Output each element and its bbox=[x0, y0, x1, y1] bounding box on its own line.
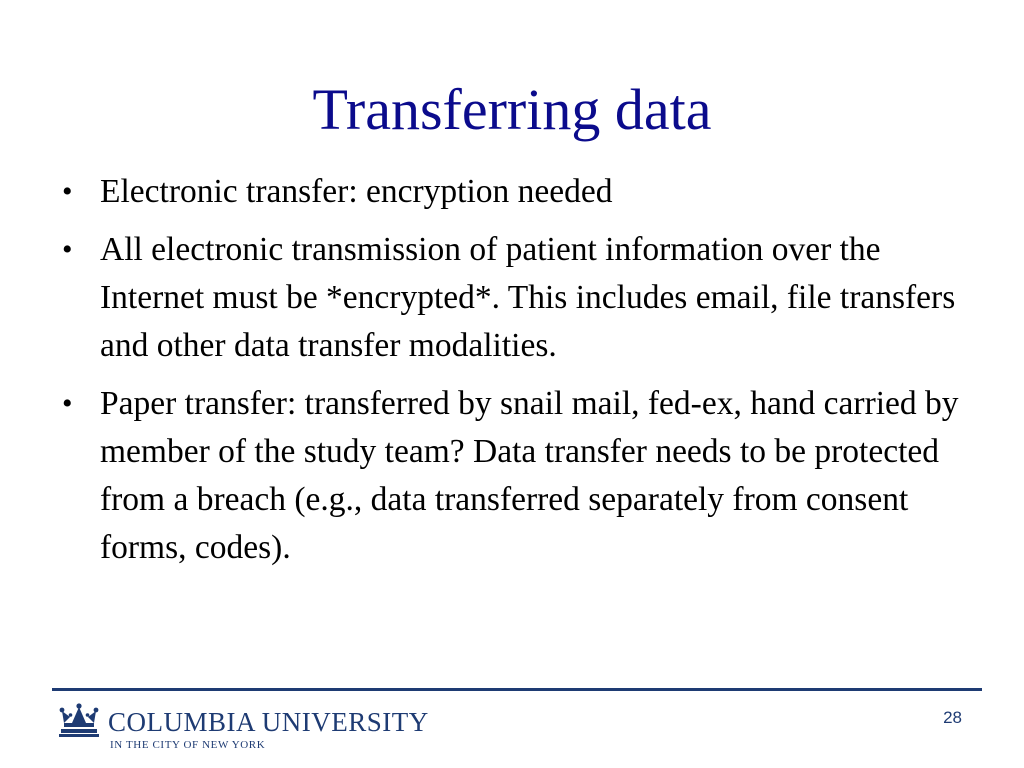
bullet-list bbox=[62, 168, 982, 582]
footer-divider bbox=[52, 688, 982, 691]
bullet-item bbox=[62, 168, 982, 216]
page-number: 28 bbox=[943, 708, 962, 727]
bullet-text: Electronic transfer: encryption needed bbox=[100, 173, 613, 210]
logo-wordmark: COLUMBIA UNIVERSITY bbox=[108, 707, 429, 737]
columbia-logo bbox=[58, 699, 429, 755]
bullet-text: Paper transfer: transferred by snail mail, fed-ex, hand carried by member of the study team? Data transfer needs to be protected from a breach (e.g., data transferred separately from consent forms, codes). bbox=[100, 385, 959, 566]
crown-icon bbox=[58, 703, 100, 739]
bullet-text: All electronic transmission of patient information over the Internet must be *encrypted*. This includes email, file transfers and other data transfer modalities. bbox=[100, 231, 956, 364]
slide-title: Transferring data bbox=[312, 77, 712, 142]
bullet-item bbox=[62, 380, 982, 572]
bullet-dot: • bbox=[62, 387, 73, 420]
bullet-item bbox=[62, 226, 982, 370]
logo-tagline: IN THE CITY OF NEW YORK bbox=[110, 739, 266, 751]
bullet-dot: • bbox=[62, 233, 73, 266]
bullet-dot: • bbox=[62, 175, 73, 208]
